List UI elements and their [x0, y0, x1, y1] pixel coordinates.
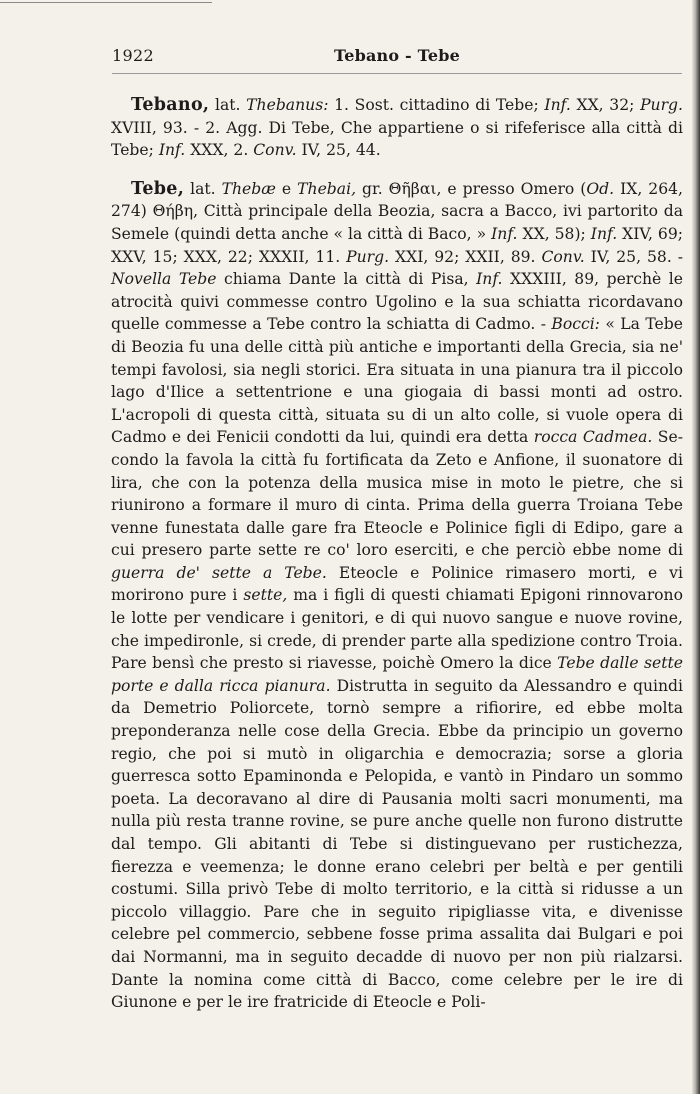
text-run: chiama Dante la città di Pisa,: [216, 270, 477, 289]
page-number: 1922: [112, 46, 154, 65]
italic-run: Inf.: [158, 141, 186, 160]
italic-run: Inf.: [491, 224, 518, 243]
text-run: XXXIII, 89, perchè le atrocità quivi commesse contro Ugolino e la sua schiatta ricordavano quelle commesse a Tebe contro la schiatta di Cadmo. -: [111, 270, 683, 334]
page-edge-shadow: [692, 0, 700, 1094]
italic-run: Purg.: [346, 247, 390, 266]
italic-run: Inf.: [476, 270, 503, 289]
text-run: e: [275, 179, 298, 198]
text-run: IV, 25, 44.: [296, 141, 381, 160]
italic-run: Novella Tebe: [111, 270, 217, 289]
text-run: ma i figli di questi chiamati Epigoni rinnovarono le lotte per vendicare i genitori, e di qui nuovo sangue e nuove rovine, che impedironle, si crede, di prender parte alla spedizione contro Troia. Pare bensì che presto si riavesse, poichè Omero la dice: [111, 586, 683, 673]
italic-run: Purg.: [640, 96, 683, 114]
headword-tebano: Tebano,: [131, 95, 210, 115]
italic-run: Thebæ: [221, 179, 276, 198]
italic-run: Tebe dalle sette porte e dalla ricca pianura.: [111, 654, 683, 695]
text-run: gr. Θῆβαι, e presso Omero (: [356, 179, 587, 198]
italic-run: Bocci:: [551, 315, 600, 334]
header-rule: [112, 73, 682, 74]
italic-run: Thebanus:: [246, 96, 329, 114]
text-run: lat.: [209, 96, 247, 114]
entry-tebano: [111, 94, 683, 162]
text-run: XX, 32;: [570, 96, 641, 114]
text-run: IV, 25, 58. -: [584, 247, 683, 266]
italic-run: Inf.: [544, 96, 571, 114]
text-run: IX, 264, 274) Θήβη, Città principale della Beozia, sacra a Bacco, ivi partorito da Semele (quindi detta anche « la città di Baco, »: [111, 179, 683, 243]
running-title: Tebano - Tebe: [333, 46, 461, 65]
text-run: XVIII, 93. - 2. Agg. Di Tebe, Che appartiene o si rifeferisce alla città di Tebe;: [111, 118, 683, 160]
italic-run: Thebai,: [297, 179, 357, 198]
entry-tebe: [111, 178, 683, 1014]
text-run: lat.: [184, 179, 222, 198]
headword-tebe: Tebe,: [131, 178, 185, 199]
text-run: Distrutta in seguito da Alessandro e quindi da Demetrio Poliorcete, tornò sempre a rifiorire, ed ebbe molta preponderanza nelle cose della Grecia. Ebbe da principio un governo regio, che poi si mutò in oligarchia e democrazia; sorse a gloria guerresca sotto Epaminonda e Pelopida, e vantò in Pindaro un sommo poeta. La decoravano al dire di Pausania molti sacri monumenti, ma nulla più resta tranne rovine, se pure anche quelle non furono distrutte dal tempo. Gli abitanti di Tebe si distinguevano per rustichezza, fierezza e veemenza; le donne erano celebri per beltà e per gentili costumi. Silla privò Tebe di molto territorio, e la città si ridusse a un piccolo villaggio. Pare che in seguito ripigliasse vita, e divenisse celebre pel commercio, sebbene fosse prima assalita dai Bulgari e poi dai Normanni, ma in seguito decadde di nuovo per non più rialzarsi. Dante la nomina come città di Bacco, come celebre per le ire di Giunone e per le ire fratricide di Eteocle e Poli-: [111, 676, 683, 1012]
italic-run: Od.: [586, 179, 615, 198]
dictionary-text: [111, 94, 683, 1014]
text-run: XXX, 2.: [185, 141, 254, 160]
text-run: XXI, 92; XXII, 89.: [389, 247, 542, 266]
entry-tebe-body: [111, 180, 683, 1011]
page-header: [112, 46, 682, 76]
text-run: XIV, 69; XXV, 15; XXX, 22; XXXII, 11.: [111, 224, 683, 266]
italic-run: rocca Cadmea.: [533, 428, 653, 447]
text-run: Secondo la favola la città fu fortificata da Zeto e Anfione, il suonatore di lira, che con la potenza della musica mise in moto le pietre, che si riunirono a formare il muro di cinta. Prima della guerra Troiana Tebe venne funestata dalle gare fra Eteocle e Polinice figli di Edipo, gare a cui presero parte sette re co' loro eserciti, e che perciò ebbe nome di: [111, 428, 684, 560]
text-run: « La Tebe di Beozia fu una delle città più antiche e importanti della Grecia, sia ne' tempi favolosi, sia negli storici. Era situata in una pianura tra il piccolo lago d'Ilice a settentrione e una giogaia di bassi monti ad ostro. L'acropoli di questa città, situata su di un alto colle, si vuole opera di Cadmo e dei Fenicii condotti da lui, quindi era detta: [111, 315, 683, 447]
italic-run: Conv.: [541, 247, 585, 266]
italic-run: guerra de' sette a Tebe.: [111, 563, 327, 582]
italic-run: sette,: [243, 586, 288, 605]
text-run: 1. Sost. cittadino di Tebe;: [328, 96, 545, 114]
top-edge-rule: [0, 2, 212, 3]
text-run: XX, 58);: [517, 224, 591, 243]
italic-run: Inf.: [590, 224, 618, 243]
text-run: Eteocle e Polinice rimasero morti, e vi morirono pure i: [111, 563, 683, 605]
italic-run: Conv.: [253, 141, 297, 160]
